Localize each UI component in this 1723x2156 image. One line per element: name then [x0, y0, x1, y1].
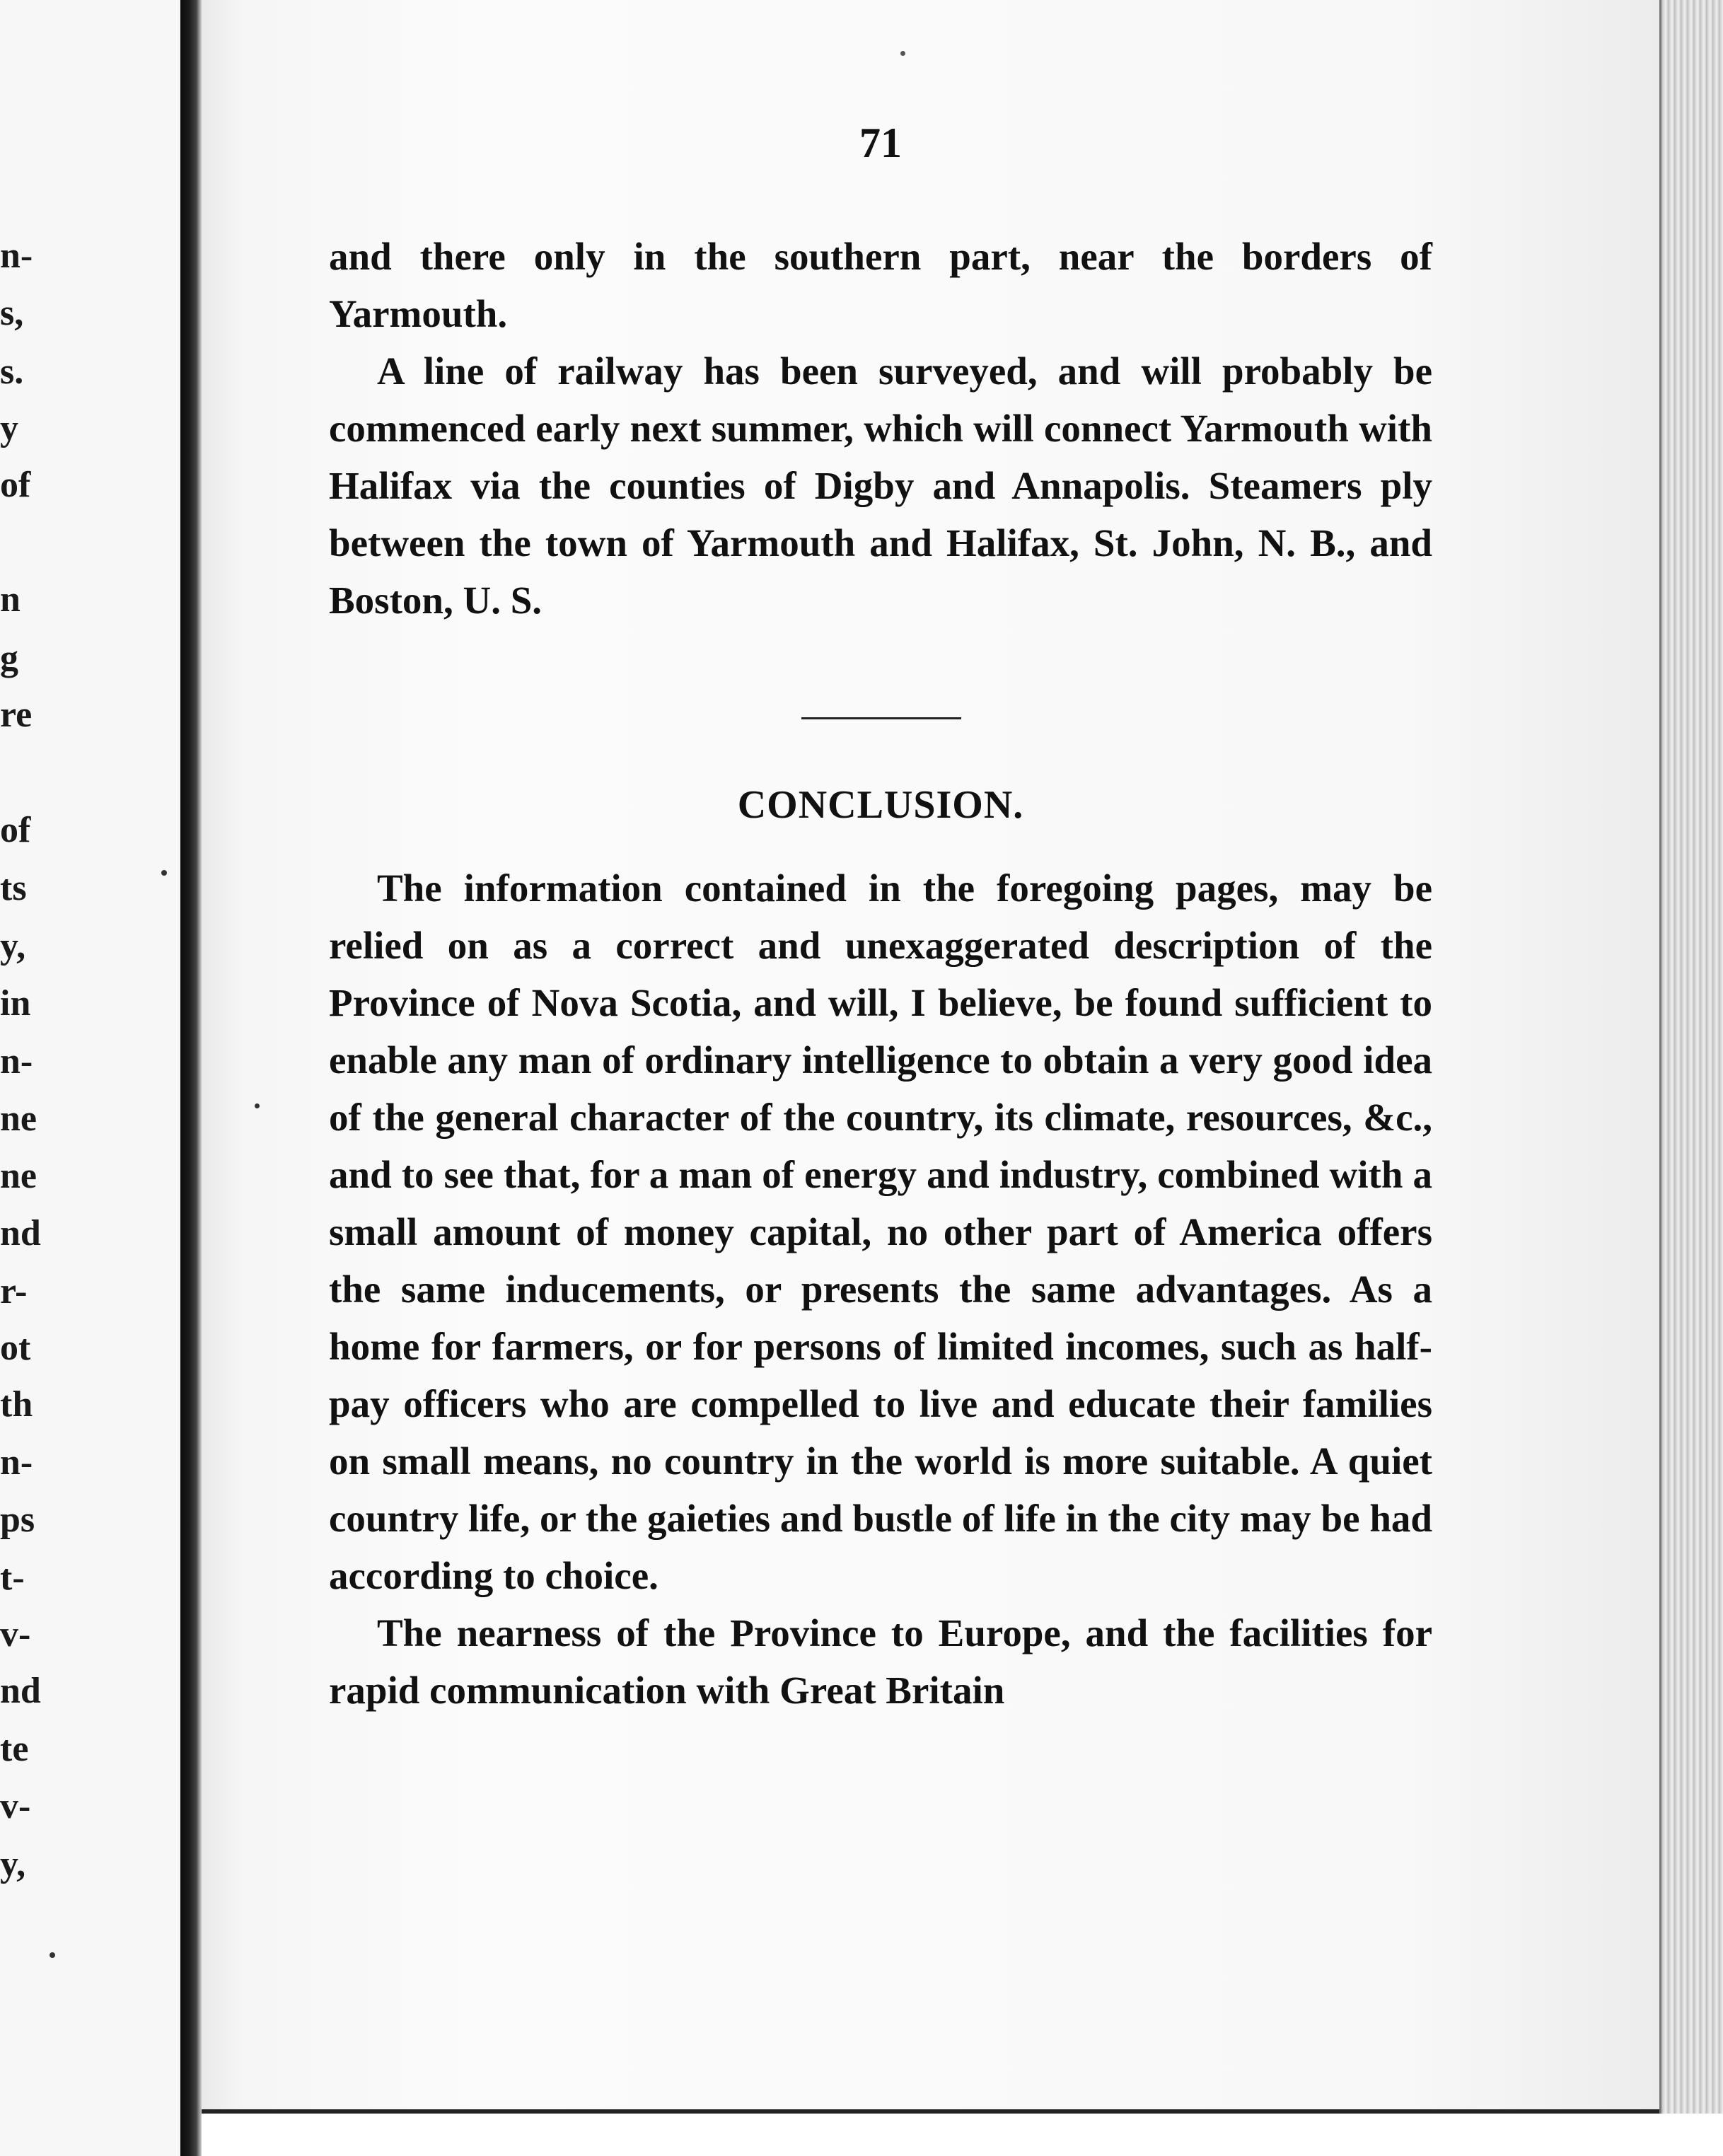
facing-page-fragment: n- — [0, 236, 33, 276]
facing-page-fragment: t- — [0, 1558, 25, 1598]
facing-page-fragment: th — [0, 1384, 33, 1425]
facing-page-fragment: r- — [0, 1271, 28, 1311]
facing-page-fragment: y, — [0, 1844, 26, 1884]
facing-page-fragment: te — [0, 1729, 29, 1769]
facing-page-fragment: nd — [0, 1213, 41, 1253]
facing-page-fragment: y — [0, 408, 18, 448]
paragraph: The nearness of the Province to Europe, and the facilities for rapid communication with Great Britain — [329, 1611, 1432, 1712]
facing-page-fragment: ne — [0, 1156, 37, 1196]
ink-speck — [900, 51, 905, 56]
ink-speck — [50, 1952, 55, 1958]
facing-page-fragment: of — [0, 465, 31, 505]
facing-page-fragment: n- — [0, 1041, 33, 1082]
facing-page-fragment: re — [0, 695, 33, 735]
scan-background — [202, 2114, 1723, 2156]
ink-speck — [255, 1103, 260, 1108]
facing-page-fragment: g — [0, 638, 18, 678]
facing-page-fragment: of — [0, 810, 31, 850]
facing-page-fragment: nd — [0, 1671, 41, 1711]
paragraph: The information contained in the foregoing pages, may be relied on as a correct and unexaggerated description of the Province of Nova Scotia, and will, I believe, be found sufficient to enable any man of ordinary intelligence to obtain a very good idea of the general character of the country, its climate, resources, &c., and to see that, for a man of energy and industry, combined with a small amount of money capital, no other part of America offers the same inducements, or presents the same advantages. As a home for farmers, or for persons of limited incomes, such as half-pay officers who are compelled to live and educate their families on small means, no country in the world is more suitable. A quiet country life, or the gaieties and bustle of life in the city may be had according to choice. — [329, 867, 1432, 1597]
facing-page-fragment: s, — [0, 293, 24, 333]
book-gutter — [180, 0, 202, 2156]
facing-page-fragment: n — [0, 579, 21, 620]
facing-page-fragment: s. — [0, 352, 24, 392]
section-heading: CONCLUSION. — [737, 783, 1024, 827]
facing-page-fragment: ne — [0, 1099, 37, 1139]
section-divider — [801, 717, 961, 719]
page-number: 71 — [859, 120, 902, 166]
facing-page-fragment: y, — [0, 926, 26, 966]
facing-page-fragment: ts — [0, 868, 27, 908]
paragraph: A line of railway has been surveyed, and will probably be commenced early next summer, which will connect Yarmouth with Halifax via the counties of Digby and Annapolis. Steamers ply between the town of Yarmouth and Halifax, St. John, N. B., and Boston, U. S. — [329, 349, 1432, 622]
continued-text — [329, 228, 1432, 629]
facing-page-fragment: in — [0, 983, 31, 1024]
facing-page-fragment: ps — [0, 1500, 35, 1540]
page-stack-edge — [1659, 0, 1723, 2118]
facing-page-edge — [0, 0, 180, 2156]
ink-speck — [161, 870, 167, 876]
conclusion-text — [329, 859, 1432, 1719]
facing-page-fragment: v- — [0, 1786, 31, 1826]
facing-page-fragment: ot — [0, 1328, 31, 1368]
facing-page-fragment: n- — [0, 1442, 33, 1483]
facing-page-fragment: v- — [0, 1614, 31, 1654]
paragraph: and there only in the southern part, near the borders of Yarmouth. — [329, 235, 1432, 335]
